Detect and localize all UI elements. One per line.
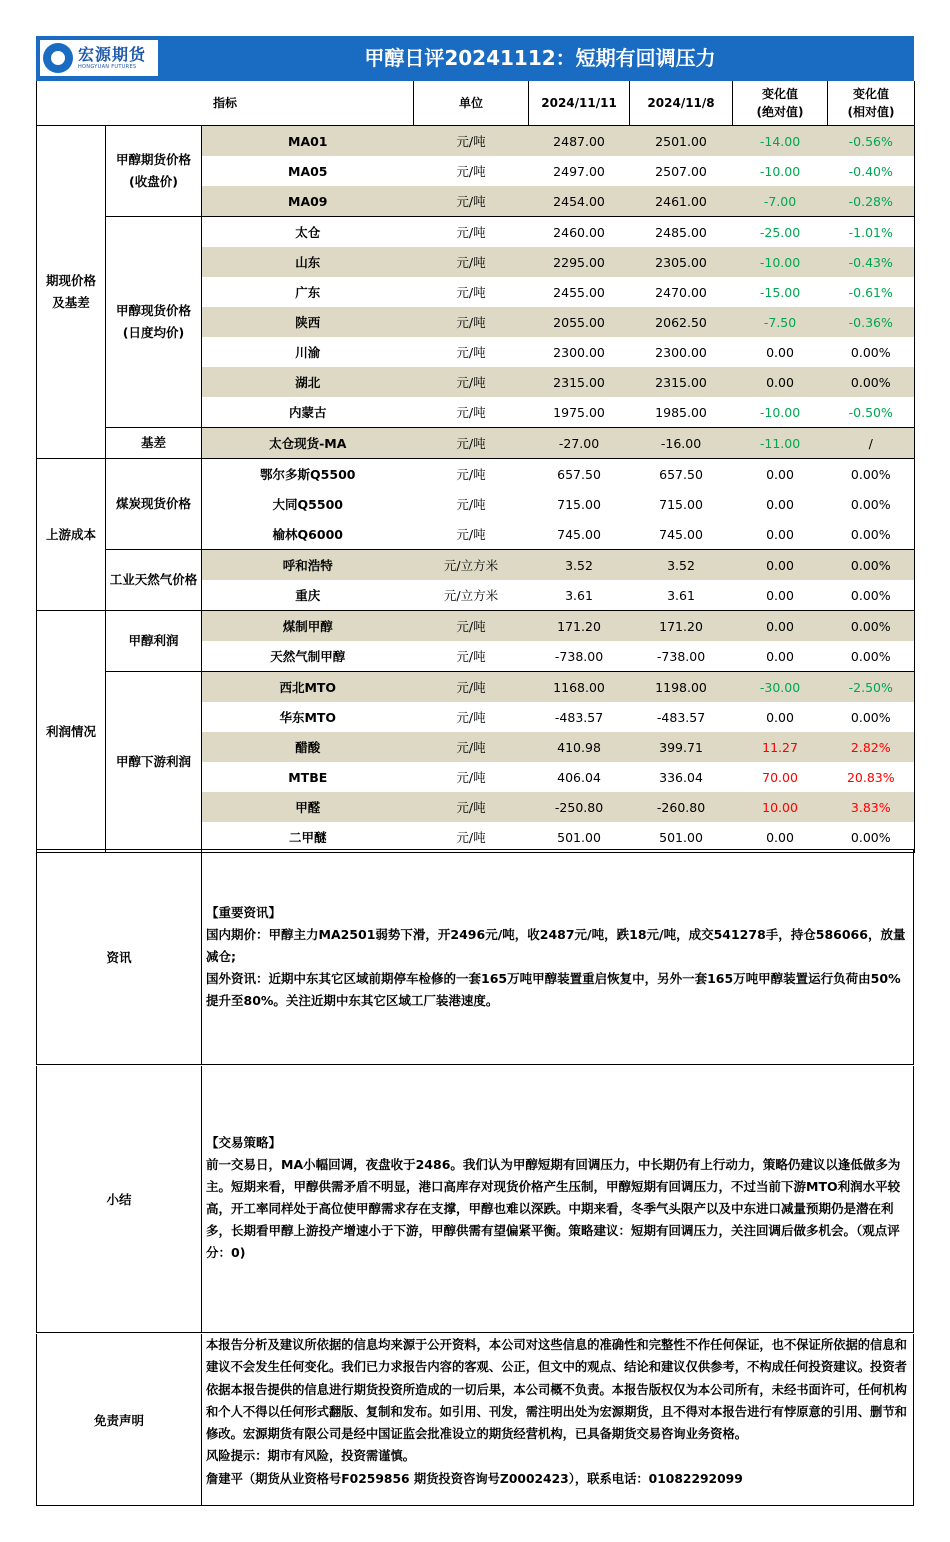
value-date1: -250.80 <box>529 792 630 822</box>
rel-change: -0.43% <box>828 247 915 277</box>
value-date1: 406.04 <box>557 769 601 785</box>
rel-change: 0.00% <box>828 550 915 581</box>
rel-change: 0.00% <box>828 459 915 490</box>
abs-change: -10.00 <box>759 163 801 179</box>
unit-cell: 元/吨 <box>456 497 486 512</box>
unit-cell: 元/吨 <box>414 428 529 459</box>
summary-section <box>36 1066 914 1332</box>
abs-change: 0.00 <box>766 466 794 482</box>
unit-cell: 元/立方米 <box>414 580 529 611</box>
divider <box>36 1064 914 1065</box>
indicator-cell: MA09 <box>202 186 414 217</box>
table-header <box>37 81 915 126</box>
value-date2: 2315.00 <box>630 367 733 397</box>
value-date1: 2295.00 <box>529 247 630 277</box>
summary-text: 【交易策略】 前一交易日，MA小幅回调，夜盘收于2486。我们认为甲醇短期有回调压力，中长期仍有上行动力，策略仍建议以逢低做多为主。短期来看，甲醇供需矛盾不明显，港口高库存对现货价格产生压制，甲醇短期有回调压力，不过当前下游MTO利润水平较高，开工率同样处于高位使甲醇需求存在支撑，甲醇也难以深跌。中期来看，冬季气头限产以及中东进口减量预期仍是潜在利多，长期看甲醇上游投产增速小于下游，甲醇供需有望偏紧平衡。策略建议：短期有回调压力，关注回调后做多机会。（观点评分：0) <box>206 1135 901 1260</box>
rel-change: 2.82% <box>828 732 915 762</box>
rel-change: 0.00% <box>828 519 915 550</box>
subgroup-label: 工业天然气价格 <box>106 550 202 611</box>
rel-change: -0.40% <box>828 156 915 186</box>
abs-change: 0.00 <box>733 550 828 581</box>
unit-cell: 元/吨 <box>414 126 529 157</box>
rel-change: -0.61% <box>828 277 915 307</box>
indicator-cell: 重庆 <box>202 580 414 611</box>
rel-change: 0.00% <box>828 367 915 397</box>
table-row <box>37 672 915 703</box>
value-date1: 1975.00 <box>529 397 630 428</box>
rel-change: -0.56% <box>828 126 915 157</box>
indicator-cell: MA05 <box>288 163 328 179</box>
unit-cell: 元/立方米 <box>414 550 529 581</box>
indicator-cell: 呼和浩特 <box>202 550 414 581</box>
unit-cell: 元/吨 <box>456 164 486 179</box>
value-date1: 2460.00 <box>553 224 605 240</box>
table-row <box>37 611 915 642</box>
unit-cell: 元/吨 <box>414 792 529 822</box>
news-body <box>202 850 914 1064</box>
value-date1: 3.52 <box>529 550 630 581</box>
logo-name-cn: 宏源期货 <box>78 45 147 64</box>
indicator-cell: 山东 <box>202 247 414 277</box>
value-date1: -738.00 <box>529 641 630 672</box>
unit-cell: 元/吨 <box>456 770 486 785</box>
unit-cell: 元/吨 <box>414 519 529 550</box>
value-date2: 2461.00 <box>630 186 733 217</box>
unit-cell: 元/吨 <box>414 822 529 853</box>
abs-change: 0.00 <box>766 496 794 512</box>
unit-cell: 元/吨 <box>456 710 486 725</box>
disclaimer-section <box>36 1334 914 1505</box>
value-date1: 2497.00 <box>553 163 605 179</box>
value-date1: 1168.00 <box>529 672 630 703</box>
abs-change: -25.00 <box>759 224 801 240</box>
news-section <box>36 850 914 1064</box>
value-date2: 399.71 <box>630 732 733 762</box>
abs-change: -7.50 <box>733 307 828 337</box>
abs-change: -15.00 <box>759 284 801 300</box>
value-date2: 2300.00 <box>655 344 707 360</box>
logo-circle-icon <box>43 43 73 73</box>
abs-change: -10.00 <box>733 397 828 428</box>
abs-change: 0.00 <box>733 641 828 672</box>
value-date1: 2315.00 <box>529 367 630 397</box>
table-row <box>37 217 915 248</box>
report-title: 甲醇日评20241112：短期有回调压力 <box>364 46 716 70</box>
rel-change: -2.50% <box>828 672 915 703</box>
subgroup-label: 煤炭现货价格 <box>106 459 202 550</box>
rel-change: -1.01% <box>828 217 915 248</box>
indicator-cell: 陕西 <box>202 307 414 337</box>
rel-change: 0.00% <box>828 580 915 611</box>
abs-change: 0.00 <box>733 822 828 853</box>
indicator-cell: MTBE <box>288 769 328 785</box>
value-date2: 2305.00 <box>630 247 733 277</box>
col-unit: 单位 <box>414 81 529 126</box>
rel-change: 0.00% <box>828 702 915 732</box>
value-date1: 715.00 <box>557 496 601 512</box>
data-table <box>36 81 915 853</box>
unit-cell: 元/吨 <box>414 397 529 428</box>
news-label: 资讯 <box>36 850 202 1064</box>
unit-cell: 元/吨 <box>414 247 529 277</box>
value-date1: 2487.00 <box>529 126 630 157</box>
value-date1: -483.57 <box>554 709 604 725</box>
value-date1: 171.20 <box>529 611 630 642</box>
indicator-cell: 醋酸 <box>202 732 414 762</box>
value-date2: 745.00 <box>630 519 733 550</box>
indicator-cell: 湖北 <box>202 367 414 397</box>
value-date1: 2454.00 <box>529 186 630 217</box>
unit-cell: 元/吨 <box>456 225 486 240</box>
abs-change: -7.00 <box>733 186 828 217</box>
abs-change: 70.00 <box>762 769 798 785</box>
value-date1: 2300.00 <box>553 344 605 360</box>
value-date1: 410.98 <box>529 732 630 762</box>
summary-body <box>202 1066 914 1332</box>
subgroup-label: 甲醇现货价格 (日度均价) <box>106 217 202 428</box>
value-date2: 2062.50 <box>630 307 733 337</box>
unit-cell: 元/吨 <box>414 641 529 672</box>
value-date2: 657.50 <box>659 466 703 482</box>
title-bar <box>36 36 914 81</box>
indicator-cell: 煤制甲醇 <box>202 611 414 642</box>
value-date1: 501.00 <box>529 822 630 853</box>
subgroup-label: 基差 <box>106 428 202 459</box>
logo-name-en: HONGYUAN FUTURES <box>78 64 137 70</box>
rel-change: 0.00% <box>828 489 915 519</box>
abs-change: 0.00 <box>766 709 794 725</box>
value-date1: 3.61 <box>529 580 630 611</box>
col-date1: 2024/11/11 <box>529 81 630 126</box>
value-date1: 2055.00 <box>529 307 630 337</box>
abs-change: 0.00 <box>733 580 828 611</box>
rel-change: -0.28% <box>828 186 915 217</box>
disclaimer-body <box>202 1334 914 1505</box>
divider <box>36 1332 914 1333</box>
unit-cell: 元/吨 <box>414 732 529 762</box>
table-row <box>37 550 915 581</box>
indicator-cell: 二甲醚 <box>202 822 414 853</box>
abs-change: 0.00 <box>733 367 828 397</box>
value-date2: 715.00 <box>659 496 703 512</box>
divider <box>36 1505 914 1506</box>
unit-cell: 元/吨 <box>414 611 529 642</box>
subgroup-label: 甲醇利润 <box>106 611 202 672</box>
indicator-cell: 甲醛 <box>202 792 414 822</box>
table-body <box>37 126 915 853</box>
indicator-cell: 内蒙古 <box>202 397 414 428</box>
value-date2: 3.61 <box>630 580 733 611</box>
rel-change: -0.36% <box>828 307 915 337</box>
indicator-cell: 大同Q5500 <box>272 497 343 512</box>
value-date2: 501.00 <box>630 822 733 853</box>
indicator-cell: 川渝 <box>295 345 321 360</box>
unit-cell: 元/吨 <box>414 186 529 217</box>
unit-cell: 元/吨 <box>414 367 529 397</box>
abs-change: -10.00 <box>733 247 828 277</box>
value-date1: 2455.00 <box>553 284 605 300</box>
indicator-cell: 太仓 <box>295 225 321 240</box>
unit-cell: 元/吨 <box>456 285 486 300</box>
rel-change: 20.83% <box>828 762 915 792</box>
abs-change: -11.00 <box>733 428 828 459</box>
rel-change: 0.00% <box>828 337 915 367</box>
indicator-cell: 鄂尔多斯Q5500 <box>260 467 356 482</box>
indicator-cell: 太仓现货-MA <box>202 428 414 459</box>
abs-change: 11.27 <box>733 732 828 762</box>
value-date2: 2501.00 <box>630 126 733 157</box>
col-rel-change: 变化值 (相对值) <box>828 81 915 126</box>
indicator-cell: 西北MTO <box>202 672 414 703</box>
abs-change: 0.00 <box>766 344 794 360</box>
unit-cell: 元/吨 <box>456 345 486 360</box>
value-date2: -738.00 <box>630 641 733 672</box>
col-abs-change: 变化值 (绝对值) <box>733 81 828 126</box>
value-date2: 171.20 <box>630 611 733 642</box>
abs-change: -30.00 <box>733 672 828 703</box>
subgroup-label: 甲醇期货价格 (收盘价) <box>106 126 202 217</box>
value-date2: 2507.00 <box>655 163 707 179</box>
unit-cell: 元/吨 <box>414 307 529 337</box>
disclaimer-text: 本报告分析及建议所依据的信息均来源于公开资料，本公司对这些信息的准确性和完整性不作任何保证，也不保证所依据的信息和建议不会发生任何变化。我们已力求报告内容的客观、公正，但文中的观点、结论和建议仅供参考，不构成任何投资建议。投资者依据本报告提供的信息进行期货投资所造成的一切后果，本公司概不负责。本报告版权仅为本公司所有，未经书面许可，任何机构和个人不得以任何形式翻版、复制和发布。如引用、刊发，需注明出处为宏源期货，且不得对本报告进行有悖原意的引用、删节和修改。宏源期货有限公司是经中国证监会批准设立的期货经营机构，已具备期货交易咨询业务资格。 风险提示：期市有风险，投资需谨慎。 詹建平（期货从业资格号F0259856 期货投资咨询号Z0002423），联系电话：01082292099 <box>206 1338 907 1486</box>
indicator-cell: MA01 <box>202 126 414 157</box>
value-date1: 657.50 <box>557 466 601 482</box>
value-date2: 2470.00 <box>655 284 707 300</box>
rel-change: -0.50% <box>828 397 915 428</box>
value-date2: -483.57 <box>656 709 706 725</box>
table-row <box>37 126 915 157</box>
abs-change: 0.00 <box>733 519 828 550</box>
indicator-cell: 榆林Q6000 <box>202 519 414 550</box>
subgroup-label: 甲醇下游利润 <box>106 672 202 853</box>
value-date2: -16.00 <box>630 428 733 459</box>
unit-cell: 元/吨 <box>456 467 486 482</box>
table-row <box>37 459 915 490</box>
col-date2: 2024/11/8 <box>630 81 733 126</box>
value-date1: 745.00 <box>529 519 630 550</box>
value-date1: -27.00 <box>529 428 630 459</box>
indicator-cell: 华东MTO <box>279 710 337 725</box>
value-date2: 3.52 <box>630 550 733 581</box>
disclaimer-label: 免责声明 <box>36 1334 202 1505</box>
group-label: 期现价格 及基差 <box>37 126 106 459</box>
group-label: 上游成本 <box>37 459 106 611</box>
summary-label: 小结 <box>36 1066 202 1332</box>
rel-change: 0.00% <box>828 611 915 642</box>
news-text: 【重要资讯】 国内期价：甲醇主力MA2501弱势下滑，开2496元/吨，收2487元/吨，跌18元/吨，成交541278手，持仓586066，放量减仓; 国外资讯：近期中东其它区域前期停车检修的一套165万吨甲醇装置重启恢复中，另外一套165万吨甲醇装置运行负荷由50%提升至80%。关注近期中东其它区域工厂装港速度。 <box>206 905 906 1008</box>
abs-change: -14.00 <box>733 126 828 157</box>
rel-change: 3.83% <box>828 792 915 822</box>
indicator-cell: 广东 <box>295 285 321 300</box>
indicator-cell: 天然气制甲醇 <box>202 641 414 672</box>
value-date2: 1198.00 <box>630 672 733 703</box>
value-date2: 336.04 <box>659 769 703 785</box>
abs-change: 0.00 <box>733 611 828 642</box>
rel-change: / <box>828 428 915 459</box>
rel-change: 0.00% <box>828 641 915 672</box>
value-date2: -260.80 <box>630 792 733 822</box>
group-label: 利润情况 <box>37 611 106 853</box>
unit-cell: 元/吨 <box>414 672 529 703</box>
table-row <box>37 428 915 459</box>
company-logo <box>40 40 158 76</box>
value-date2: 1985.00 <box>630 397 733 428</box>
value-date2: 2485.00 <box>655 224 707 240</box>
col-indicator: 指标 <box>37 81 414 126</box>
rel-change: 0.00% <box>828 822 915 853</box>
abs-change: 10.00 <box>733 792 828 822</box>
